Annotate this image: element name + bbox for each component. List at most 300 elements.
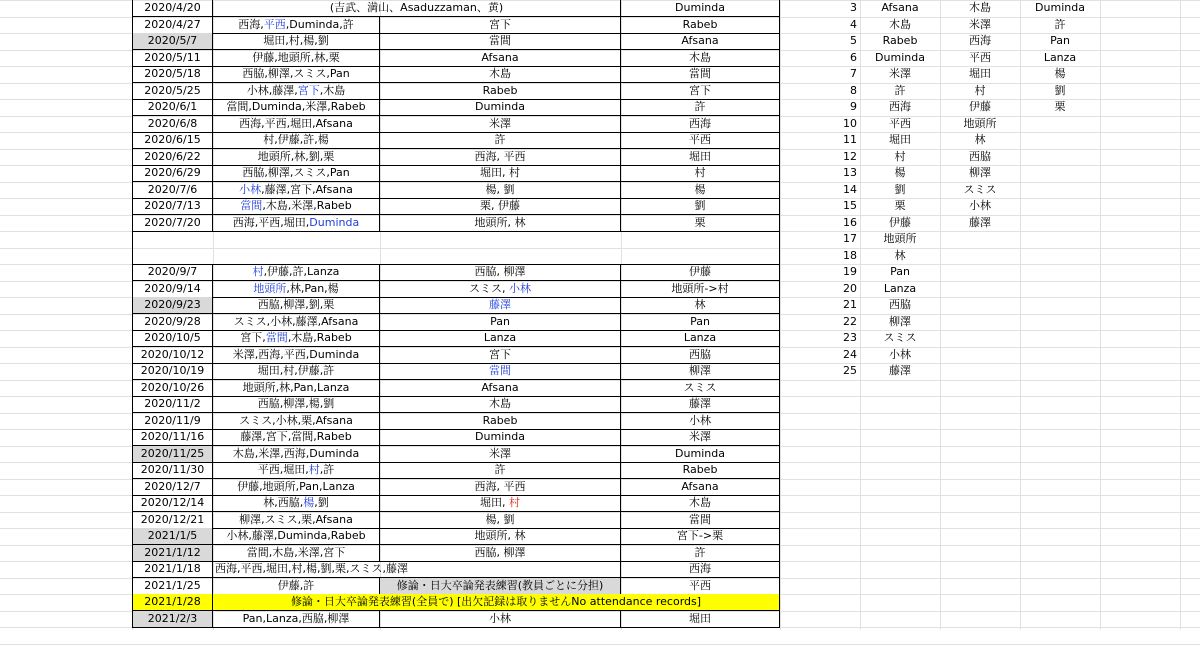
roster-name-cell[interactable] xyxy=(1020,330,1100,347)
roster-name-cell[interactable]: Lanza xyxy=(883,282,917,295)
schedule-presenters-cell[interactable] xyxy=(213,314,380,331)
cell-text: Duminda xyxy=(675,1,725,14)
schedule-leader-cell[interactable] xyxy=(621,264,780,281)
roster-name-cell[interactable]: 平西 xyxy=(969,51,991,64)
roster-name-cell[interactable]: 伊藤 xyxy=(889,216,911,229)
roster-name-cell[interactable]: 村 xyxy=(974,84,986,97)
schedule-leader-cell[interactable] xyxy=(621,314,780,331)
cell-text: スミス, xyxy=(469,282,509,295)
roster-number-cell[interactable]: 8 xyxy=(850,84,857,97)
schedule-chair-cell[interactable] xyxy=(380,281,621,298)
schedule-leader-cell[interactable] xyxy=(621,215,780,232)
cell-text: ,伊藤,許,Lanza xyxy=(263,265,340,278)
roster-name-cell[interactable]: 木島 xyxy=(969,1,991,14)
schedule-leader-cell[interactable] xyxy=(621,578,780,595)
cell-text: 許 xyxy=(494,463,506,476)
roster-name-cell[interactable] xyxy=(1020,264,1100,281)
roster-name-cell[interactable]: 木島 xyxy=(889,18,911,31)
schedule-chair-cell[interactable] xyxy=(380,99,621,116)
roster-number-cell[interactable]: 17 xyxy=(843,232,857,245)
schedule-leader-cell[interactable] xyxy=(621,297,780,314)
roster-name-cell[interactable]: Afsana xyxy=(881,1,919,14)
schedule-chair-cell[interactable] xyxy=(380,380,621,397)
roster-name-cell[interactable]: 小林 xyxy=(889,348,911,361)
cell-text: 地頭所,林,Pan,Lanza xyxy=(242,381,350,394)
schedule-blank-row[interactable] xyxy=(132,248,780,265)
roster-name-cell[interactable]: 楊 xyxy=(894,166,906,179)
cell-text: 許 xyxy=(694,100,706,113)
roster-name-cell[interactable]: 地頭所 xyxy=(963,117,997,130)
cell-text: 栗, 伊藤 xyxy=(480,199,520,212)
schedule-presenters-cell[interactable] xyxy=(213,479,380,496)
cell-text: Pan xyxy=(490,315,510,328)
roster-name-cell[interactable] xyxy=(940,330,1020,347)
schedule-date-cell[interactable]: 2020/5/18 xyxy=(132,66,213,83)
schedule-chair-cell[interactable] xyxy=(380,83,621,100)
schedule-date-cell[interactable]: 2020/9/7 xyxy=(132,264,213,281)
roster-name-cell[interactable] xyxy=(1020,314,1100,331)
schedule-date-cell[interactable]: 2020/12/21 xyxy=(132,512,213,529)
cell-text: 堀田, 村 xyxy=(480,166,520,179)
schedule-date-cell[interactable]: 2020/10/12 xyxy=(132,347,213,364)
schedule-leader-cell[interactable] xyxy=(621,99,780,116)
cell-text: 宮下->栗 xyxy=(676,529,724,542)
schedule-presenters-cell[interactable] xyxy=(213,132,380,149)
roster-name-cell[interactable] xyxy=(1020,132,1100,149)
roster-name-cell[interactable] xyxy=(940,231,1020,248)
schedule-presenters-cell[interactable] xyxy=(213,17,380,34)
schedule-date-cell[interactable]: 2021/1/25 xyxy=(132,578,213,595)
roster-name-cell[interactable] xyxy=(940,297,1020,314)
cell-text: ,木島,Rabeb xyxy=(287,331,352,344)
schedule-chair-cell[interactable] xyxy=(380,347,621,364)
schedule-date-cell[interactable]: 2020/11/9 xyxy=(132,413,213,430)
schedule-leader-cell[interactable] xyxy=(621,429,780,446)
roster-name-cell[interactable]: 堀田 xyxy=(969,67,991,80)
schedule-date-cell[interactable]: 2020/10/5 xyxy=(132,330,213,347)
roster-number-cell[interactable]: 13 xyxy=(843,166,857,179)
cell-text: 西脇, 柳澤 xyxy=(474,265,526,278)
schedule-date-cell[interactable]: 2020/7/6 xyxy=(132,182,213,199)
schedule-date-cell[interactable]: 2020/7/13 xyxy=(132,198,213,215)
schedule-date-cell[interactable]: 2020/4/27 xyxy=(132,17,213,34)
cell-text: 許 xyxy=(694,546,706,559)
roster-name-cell[interactable] xyxy=(940,314,1020,331)
roster-name-cell[interactable]: 許 xyxy=(894,84,906,97)
roster-name-cell[interactable]: 栗 xyxy=(894,199,906,212)
schedule-presenters-cell[interactable] xyxy=(213,66,380,83)
roster-name-cell[interactable] xyxy=(940,363,1020,380)
schedule-chair-cell[interactable] xyxy=(380,149,621,166)
roster-name-cell[interactable]: 地頭所 xyxy=(883,232,917,245)
schedule-presenters-cell[interactable] xyxy=(213,462,380,479)
cell-text: 西脇, 柳澤 xyxy=(474,546,526,559)
roster-number-cell[interactable]: 11 xyxy=(843,133,857,146)
roster-number-cell[interactable]: 25 xyxy=(843,364,857,377)
cell-text: 米澤 xyxy=(489,117,511,130)
schedule-leader-cell[interactable] xyxy=(621,330,780,347)
schedule-presenters-cell[interactable] xyxy=(213,50,380,67)
cell-text: 楊, 劉 xyxy=(485,513,515,526)
schedule-chair-cell[interactable] xyxy=(380,50,621,67)
roster-name-cell[interactable]: 劉 xyxy=(1054,84,1066,97)
cell-text: 木島 xyxy=(489,397,511,410)
cell-text: Rabeb xyxy=(482,414,518,427)
schedule-chair-cell[interactable] xyxy=(380,363,621,380)
schedule-leader-cell[interactable] xyxy=(621,561,780,578)
schedule-leader-cell[interactable] xyxy=(621,0,780,17)
schedule-presenters-cell[interactable] xyxy=(213,83,380,100)
schedule-date-cell[interactable]: 2020/9/28 xyxy=(132,314,213,331)
roster-name-cell[interactable] xyxy=(940,347,1020,364)
roster-name-cell[interactable]: 米澤 xyxy=(889,67,911,80)
cell-text: 村 xyxy=(308,463,320,476)
schedule-chair-cell[interactable] xyxy=(380,545,621,562)
schedule-leader-cell[interactable] xyxy=(621,396,780,413)
schedule-presenters-cell[interactable] xyxy=(213,330,380,347)
schedule-leader-cell[interactable] xyxy=(621,545,780,562)
cell-text: ,林,Pan,楊 xyxy=(286,282,339,295)
roster-number-cell[interactable]: 20 xyxy=(843,282,857,295)
roster-name-cell[interactable]: 楊 xyxy=(1054,67,1066,80)
cell-text: 宮下 xyxy=(489,18,511,31)
cell-text: 當間 xyxy=(489,364,511,377)
roster-name-cell[interactable]: 堀田 xyxy=(889,133,911,146)
cell-text: Afsana xyxy=(481,51,519,64)
schedule-chair-cell[interactable] xyxy=(380,611,621,628)
schedule-leader-cell[interactable] xyxy=(621,165,780,182)
schedule-leader-cell[interactable] xyxy=(621,446,780,463)
roster-number-cell[interactable]: 4 xyxy=(850,18,857,31)
roster-number-cell[interactable]: 21 xyxy=(843,298,857,311)
cell-text: Afsana xyxy=(681,480,719,493)
schedule-date-cell[interactable]: 2020/6/22 xyxy=(132,149,213,166)
schedule-date-cell[interactable]: 2020/10/19 xyxy=(132,363,213,380)
roster-number-cell[interactable]: 3 xyxy=(850,1,857,14)
roster-name-cell[interactable]: 西脇 xyxy=(969,150,991,163)
cell-text: Afsana xyxy=(681,34,719,47)
roster-name-cell[interactable]: 小林 xyxy=(969,199,991,212)
schedule-chair-cell[interactable] xyxy=(380,182,621,199)
roster-name-cell[interactable]: 伊藤 xyxy=(969,100,991,113)
schedule-presenters-cell[interactable] xyxy=(213,561,408,578)
roster-number-cell[interactable]: 24 xyxy=(843,348,857,361)
cell-text: 伊藤,地頭所,林,栗 xyxy=(252,51,340,64)
schedule-date-cell[interactable]: 2020/6/1 xyxy=(132,99,213,116)
cell-text: 西脇,柳澤,劉,栗 xyxy=(257,298,335,311)
cell-text: 西海 xyxy=(689,117,711,130)
schedule-presenters-cell[interactable] xyxy=(213,363,380,380)
roster-name-cell[interactable]: 村 xyxy=(894,150,906,163)
roster-name-cell[interactable]: Pan xyxy=(1050,34,1070,47)
schedule-leader-cell[interactable] xyxy=(621,182,780,199)
roster-name-cell[interactable] xyxy=(1020,248,1100,265)
schedule-date-cell[interactable]: 2020/4/20 xyxy=(132,0,213,17)
roster-name-cell[interactable]: 許 xyxy=(1054,18,1066,31)
schedule-presenters-cell[interactable] xyxy=(213,545,380,562)
schedule-chair-cell[interactable] xyxy=(380,512,621,529)
roster-name-cell[interactable]: 西海 xyxy=(889,100,911,113)
roster-number-cell[interactable]: 18 xyxy=(843,249,857,262)
schedule-presenters-cell[interactable] xyxy=(213,446,380,463)
schedule-date-cell[interactable]: 2020/6/15 xyxy=(132,132,213,149)
roster-name-cell[interactable]: 西脇 xyxy=(889,298,911,311)
schedule-presenters-cell[interactable] xyxy=(213,611,380,628)
schedule-leader-cell[interactable] xyxy=(621,281,780,298)
roster-number-cell[interactable]: 7 xyxy=(850,67,857,80)
roster-name-cell[interactable] xyxy=(1020,182,1100,199)
roster-name-cell[interactable] xyxy=(1020,347,1100,364)
roster-name-cell[interactable] xyxy=(940,281,1020,298)
cell-text: Duminda xyxy=(475,430,525,443)
schedule-presenters-cell[interactable] xyxy=(213,396,380,413)
schedule-leader-cell[interactable] xyxy=(621,149,780,166)
roster-number-cell[interactable]: 19 xyxy=(843,265,857,278)
schedule-leader-cell[interactable] xyxy=(621,462,780,479)
roster-name-cell[interactable]: 林 xyxy=(974,133,986,146)
schedule-chair-cell[interactable] xyxy=(380,413,621,430)
roster-name-cell[interactable] xyxy=(1020,116,1100,133)
roster-number-cell[interactable]: 15 xyxy=(843,199,857,212)
schedule-presenters-cell[interactable] xyxy=(213,0,621,17)
schedule-leader-cell[interactable] xyxy=(621,347,780,364)
schedule-chair-cell[interactable] xyxy=(380,17,621,34)
schedule-leader-cell[interactable] xyxy=(621,116,780,133)
roster-name-cell[interactable] xyxy=(1020,149,1100,166)
cell-text: 楊 xyxy=(303,496,315,509)
cell-text: 堀田 xyxy=(689,612,711,625)
cell-text: 小林 xyxy=(239,183,262,196)
roster-name-cell[interactable]: Pan xyxy=(890,265,910,278)
cell-text: 堀田,村,伊藤,許 xyxy=(257,364,335,377)
roster-name-cell[interactable] xyxy=(1020,165,1100,182)
schedule-chair-cell[interactable] xyxy=(380,116,621,133)
schedule-chair-cell[interactable] xyxy=(380,479,621,496)
schedule-date-cell[interactable]: 2020/9/23 xyxy=(132,297,213,314)
schedule-presenters-cell[interactable] xyxy=(213,281,380,298)
schedule-date-cell[interactable]: 2021/1/5 xyxy=(132,528,213,545)
schedule-presenters-cell[interactable] xyxy=(213,165,380,182)
cell-text: 藤澤 xyxy=(689,397,711,410)
cell-text: 宮下, xyxy=(240,331,266,344)
schedule-presenters-cell[interactable] xyxy=(213,578,380,595)
schedule-blank-row[interactable] xyxy=(132,231,780,248)
roster-name-cell[interactable]: 林 xyxy=(894,249,906,262)
roster-name-cell[interactable]: スミス xyxy=(963,183,997,196)
roster-name-cell[interactable] xyxy=(940,264,1020,281)
roster-name-cell[interactable]: 劉 xyxy=(894,183,906,196)
cell-text: 西海, xyxy=(238,18,264,31)
roster-name-cell[interactable]: Duminda xyxy=(1035,1,1085,14)
schedule-leader-cell[interactable] xyxy=(621,380,780,397)
schedule-presenters-cell[interactable] xyxy=(213,528,380,545)
cell-text: 平西,堀田, xyxy=(257,463,309,476)
schedule-chair-cell[interactable] xyxy=(380,446,621,463)
roster-number-cell[interactable]: 12 xyxy=(843,150,857,163)
schedule-leader-cell[interactable] xyxy=(621,83,780,100)
cell-text: 當間 xyxy=(689,67,711,80)
schedule-chair-cell[interactable] xyxy=(380,330,621,347)
schedule-date-cell[interactable]: 2020/10/26 xyxy=(132,380,213,397)
cell-text: 地頭所,林,劉,栗 xyxy=(257,150,335,163)
cell-text: 堀田, xyxy=(480,496,509,509)
roster-name-cell[interactable] xyxy=(1020,281,1100,298)
cell-text: 地頭所 xyxy=(253,282,287,295)
schedule-leader-cell[interactable] xyxy=(621,528,780,545)
schedule-date-cell[interactable]: 2020/11/25 xyxy=(132,446,213,463)
cell-text: 柳澤 xyxy=(689,364,711,377)
schedule-chair-cell[interactable] xyxy=(380,528,621,545)
roster-name-cell[interactable]: スミス xyxy=(883,331,917,344)
roster-number-cell[interactable]: 5 xyxy=(850,34,857,47)
schedule-chair-cell[interactable] xyxy=(380,66,621,83)
schedule-date-cell[interactable]: 2020/7/20 xyxy=(132,215,213,232)
schedule-chair-cell[interactable] xyxy=(380,33,621,50)
schedule-leader-cell[interactable] xyxy=(621,495,780,512)
cell-text: 木島 xyxy=(489,67,511,80)
schedule-chair-cell[interactable] xyxy=(380,495,621,512)
schedule-presenters-cell[interactable] xyxy=(213,149,380,166)
roster-name-cell[interactable]: 藤澤 xyxy=(889,364,911,377)
cell-text: 村 xyxy=(252,265,264,278)
cell-text: (吉武、満山、Asaduzzaman、黄) xyxy=(329,1,504,14)
cell-text: 平西 xyxy=(689,579,711,592)
schedule-presenters-cell[interactable] xyxy=(213,297,380,314)
cell-text: 小林 xyxy=(489,612,511,625)
roster-name-cell[interactable]: 柳澤 xyxy=(969,166,991,179)
schedule-leader-cell[interactable] xyxy=(621,413,780,430)
schedule-date-cell[interactable]: 2020/12/7 xyxy=(132,479,213,496)
schedule-presenters-cell[interactable] xyxy=(213,198,380,215)
schedule-date-cell[interactable]: 2021/1/18 xyxy=(132,561,213,578)
cell-text: Lanza xyxy=(683,331,717,344)
cell-text: 伊藤 xyxy=(689,265,711,278)
cell-text: 西海, 平西 xyxy=(474,480,526,493)
cell-text: 宮下 xyxy=(297,84,320,97)
schedule-presenters-cell[interactable] xyxy=(213,33,380,50)
roster-name-cell[interactable] xyxy=(1020,215,1100,232)
cell-text: 伊藤,地頭所,Pan,Lanza xyxy=(237,480,355,493)
schedule-leader-cell[interactable] xyxy=(621,479,780,496)
schedule-leader-cell[interactable] xyxy=(621,512,780,529)
schedule-presenters-cell[interactable] xyxy=(213,380,380,397)
roster-number-cell[interactable]: 14 xyxy=(843,183,857,196)
cell-text: Pan xyxy=(690,315,710,328)
roster-name-cell[interactable] xyxy=(1020,198,1100,215)
roster-name-cell[interactable]: 柳澤 xyxy=(889,315,911,328)
schedule-presenters-cell[interactable] xyxy=(213,495,380,512)
cell-text: 村 xyxy=(694,166,706,179)
cell-text: ,木島,米澤,Rabeb xyxy=(262,199,352,212)
schedule-chair-cell[interactable] xyxy=(380,314,621,331)
schedule-presenters-cell[interactable] xyxy=(213,347,380,364)
cell-text: 當間,木島,米澤,宮下 xyxy=(246,546,346,559)
roster-name-cell[interactable]: Duminda xyxy=(875,51,925,64)
schedule-presenters-cell[interactable] xyxy=(213,116,380,133)
schedule-date-cell[interactable]: 2020/11/30 xyxy=(132,462,213,479)
schedule-leader-cell[interactable] xyxy=(621,363,780,380)
roster-name-cell[interactable]: 藤澤 xyxy=(969,216,991,229)
roster-name-cell[interactable]: 米澤 xyxy=(969,18,991,31)
schedule-chair-cell[interactable] xyxy=(380,132,621,149)
schedule-chair-cell[interactable] xyxy=(380,297,621,314)
schedule-leader-cell[interactable] xyxy=(621,132,780,149)
schedule-leader-cell[interactable] xyxy=(621,611,780,628)
roster-name-cell[interactable] xyxy=(1020,297,1100,314)
schedule-date-cell[interactable]: 2020/5/25 xyxy=(132,83,213,100)
roster-name-cell[interactable]: Rabeb xyxy=(882,34,918,47)
schedule-presenters-cell[interactable] xyxy=(213,182,380,199)
cell-text: Rabeb xyxy=(682,18,718,31)
roster-name-cell[interactable]: Lanza xyxy=(1043,51,1077,64)
cell-text: 小林 xyxy=(509,282,531,295)
roster-name-cell[interactable]: 西海 xyxy=(969,34,991,47)
schedule-chair-cell[interactable] xyxy=(380,165,621,182)
schedule-presenters-cell[interactable] xyxy=(213,512,380,529)
schedule-leader-cell[interactable] xyxy=(621,33,780,50)
schedule-chair-cell[interactable] xyxy=(380,462,621,479)
cell-text: ,Duminda,許 xyxy=(285,18,354,31)
schedule-chair-cell[interactable] xyxy=(380,198,621,215)
cell-text: 木島,米澤,西海,Duminda xyxy=(232,447,360,460)
schedule-date-cell[interactable]: 2020/12/14 xyxy=(132,495,213,512)
roster-name-cell[interactable] xyxy=(1020,231,1100,248)
schedule-date-cell[interactable]: 2021/1/28 xyxy=(132,594,213,611)
schedule-date-cell[interactable]: 2020/6/29 xyxy=(132,165,213,182)
schedule-date-cell[interactable]: 2020/5/11 xyxy=(132,50,213,67)
roster-name-cell[interactable] xyxy=(1020,363,1100,380)
schedule-presenters-cell[interactable] xyxy=(213,215,380,232)
schedule-note-cell[interactable] xyxy=(213,594,780,611)
roster-name-cell[interactable]: 平西 xyxy=(889,117,911,130)
schedule-chair-cell[interactable] xyxy=(380,215,621,232)
roster-number-cell[interactable]: 23 xyxy=(843,331,857,344)
schedule-date-cell[interactable]: 2020/11/2 xyxy=(132,396,213,413)
schedule-chair-cell[interactable] xyxy=(380,429,621,446)
schedule-presenters-cell[interactable] xyxy=(213,264,380,281)
schedule-chair-cell[interactable] xyxy=(380,578,621,595)
schedule-date-cell[interactable]: 2021/1/12 xyxy=(132,545,213,562)
schedule-presenters-cell[interactable] xyxy=(213,413,380,430)
schedule-leader-cell[interactable] xyxy=(621,17,780,34)
roster-name-cell[interactable] xyxy=(940,248,1020,265)
roster-number-cell[interactable]: 10 xyxy=(843,117,857,130)
cell-text: 平西 xyxy=(689,133,711,146)
schedule-chair-cell[interactable] xyxy=(380,396,621,413)
roster-name-cell[interactable]: 栗 xyxy=(1054,100,1066,113)
schedule-presenters-cell[interactable] xyxy=(213,99,380,116)
cell-text: 西海, 平西 xyxy=(474,150,526,163)
schedule-leader-cell[interactable] xyxy=(621,66,780,83)
roster-number-cell[interactable]: 16 xyxy=(843,216,857,229)
schedule-presenters-cell[interactable] xyxy=(213,429,380,446)
schedule-chair-cell[interactable] xyxy=(380,561,621,578)
cell-text: Pan,Lanza,西脇,柳澤 xyxy=(242,612,350,625)
schedule-date-cell[interactable]: 2020/5/7 xyxy=(132,33,213,50)
schedule-leader-cell[interactable] xyxy=(621,50,780,67)
schedule-date-cell[interactable]: 2020/6/8 xyxy=(132,116,213,133)
roster-number-cell[interactable]: 22 xyxy=(843,315,857,328)
cell-text: 林,西脇, xyxy=(263,496,304,509)
roster-number-cell[interactable]: 9 xyxy=(850,100,857,113)
schedule-chair-cell[interactable] xyxy=(380,264,621,281)
cell-text: 地頭所, 林 xyxy=(474,529,526,542)
schedule-leader-cell[interactable] xyxy=(621,198,780,215)
schedule-date-cell[interactable]: 2020/11/16 xyxy=(132,429,213,446)
schedule-date-cell[interactable]: 2020/9/14 xyxy=(132,281,213,298)
roster-number-cell[interactable]: 6 xyxy=(850,51,857,64)
schedule-date-cell[interactable]: 2021/2/3 xyxy=(132,611,213,628)
